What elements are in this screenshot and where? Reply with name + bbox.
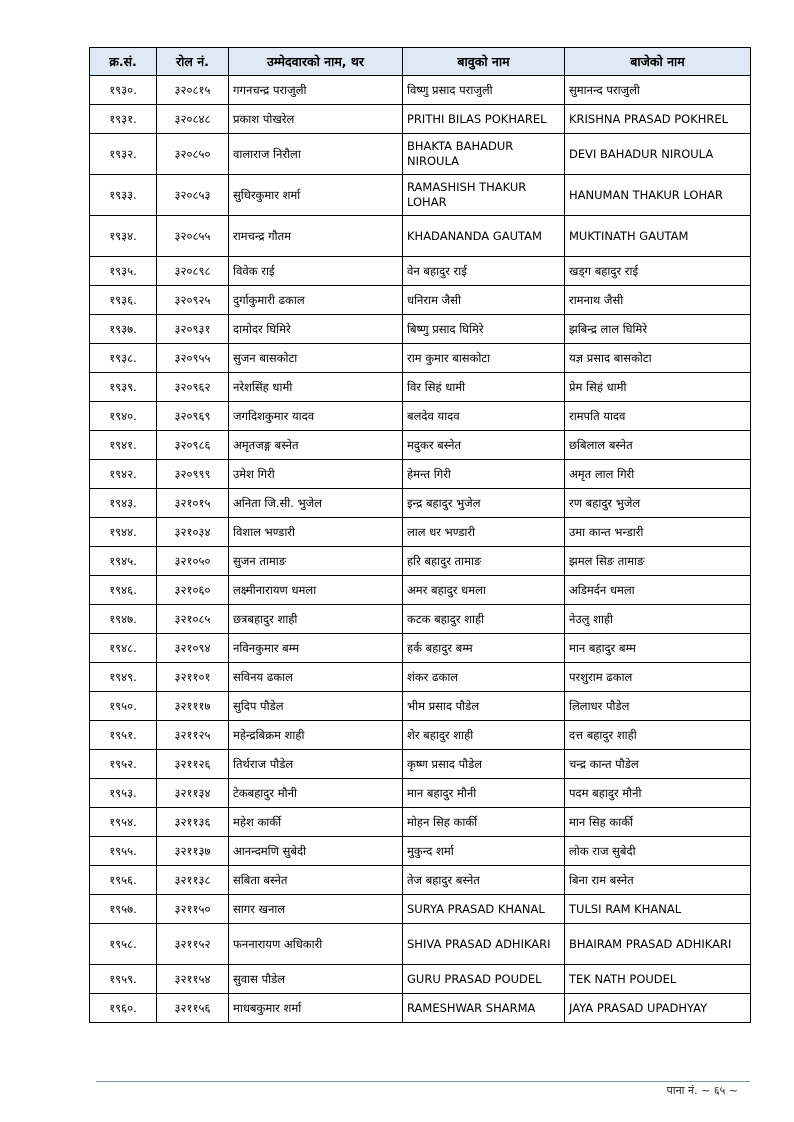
roll-cell: ३२०९६९ xyxy=(157,402,229,431)
roll-cell: ३२११३७ xyxy=(157,837,229,866)
roll-cell: ३२११५६ xyxy=(157,994,229,1023)
serial-cell: १९४८. xyxy=(90,634,157,663)
father-name-cell: अमर बहादुर धमला xyxy=(403,576,565,605)
serial-cell: १९३८. xyxy=(90,344,157,373)
roll-cell: ३२०८४८ xyxy=(157,105,229,134)
grandfather-name-cell: TULSI RAM KHANAL xyxy=(565,895,751,924)
col-header-grandfather: बाजेको नाम xyxy=(565,48,751,76)
roll-cell: ३२११२५ xyxy=(157,721,229,750)
grandfather-name-cell: KRISHNA PRASAD POKHREL xyxy=(565,105,751,134)
roll-cell: ३२११३८ xyxy=(157,866,229,895)
grandfather-name-cell: परशुराम ढकाल xyxy=(565,663,751,692)
table-row xyxy=(90,402,751,431)
roll-cell: ३२१०३४ xyxy=(157,518,229,547)
grandfather-name-cell: रण बहादुर भुजेल xyxy=(565,489,751,518)
serial-cell: १९३५. xyxy=(90,257,157,286)
grandfather-name-cell: चन्द्र कान्त पौडेल xyxy=(565,750,751,779)
candidate-name-cell: महेन्द्रबिक्रम शाही xyxy=(229,721,403,750)
table-row xyxy=(90,866,751,895)
serial-cell: १९५७. xyxy=(90,895,157,924)
grandfather-name-cell: पदम बहादुर मौनी xyxy=(565,779,751,808)
candidate-name-cell: उमेश गिरी xyxy=(229,460,403,489)
roll-cell: ३२१०८५ xyxy=(157,605,229,634)
candidate-name-cell: महेश कार्की xyxy=(229,808,403,837)
candidate-name-cell: जगदिशकुमार यादव xyxy=(229,402,403,431)
roll-cell: ३२११५० xyxy=(157,895,229,924)
father-name-cell: शंकर ढकाल xyxy=(403,663,565,692)
grandfather-name-cell: लिलाधर पौडेल xyxy=(565,692,751,721)
table-row xyxy=(90,721,751,750)
candidate-name-cell: आनन्दमणि सुबेदी xyxy=(229,837,403,866)
table-row xyxy=(90,994,751,1023)
father-name-cell: शेर बहादुर शाही xyxy=(403,721,565,750)
candidate-name-cell: विशाल भण्डारी xyxy=(229,518,403,547)
father-name-cell: मदुकर बस्नेत xyxy=(403,431,565,460)
table-row xyxy=(90,547,751,576)
father-name-cell: बिष्णु प्रसाद घिमिरे xyxy=(403,315,565,344)
roll-cell: ३२११५४ xyxy=(157,965,229,994)
grandfather-name-cell: HANUMAN THAKUR LOHAR xyxy=(565,175,751,216)
candidate-name-cell: सुवास पौडेल xyxy=(229,965,403,994)
candidate-name-cell: रामचन्द्र गौतम xyxy=(229,216,403,257)
candidate-name-cell: गगनचन्द्र पराजुली xyxy=(229,76,403,105)
serial-cell: १९५३. xyxy=(90,779,157,808)
father-name-cell: तेज बहादुर बस्नेत xyxy=(403,866,565,895)
table-body xyxy=(90,76,751,1023)
candidate-name-cell: सुदिप पौडेल xyxy=(229,692,403,721)
grandfather-name-cell: रामनाथ जैसी xyxy=(565,286,751,315)
footer-divider xyxy=(96,1081,750,1082)
serial-cell: १९५१. xyxy=(90,721,157,750)
candidate-name-cell: माधबकुमार शर्मा xyxy=(229,994,403,1023)
serial-cell: १९३२. xyxy=(90,134,157,175)
father-name-cell: RAMASHISH THAKUR LOHAR xyxy=(403,175,565,216)
serial-cell: १९५८. xyxy=(90,924,157,965)
serial-cell: १९३३. xyxy=(90,175,157,216)
serial-cell: १९४४. xyxy=(90,518,157,547)
grandfather-name-cell: सुमानन्द पराजुली xyxy=(565,76,751,105)
candidate-name-cell: प्रकाश पोखरेल xyxy=(229,105,403,134)
roll-cell: ३२११५२ xyxy=(157,924,229,965)
serial-cell: १९४०. xyxy=(90,402,157,431)
candidate-name-cell: तिर्थराज पौडेल xyxy=(229,750,403,779)
table-row xyxy=(90,134,751,175)
grandfather-name-cell: TEK NATH POUDEL xyxy=(565,965,751,994)
grandfather-name-cell: यज्ञ प्रसाद बासकोटा xyxy=(565,344,751,373)
father-name-cell: मोहन सिह कार्की xyxy=(403,808,565,837)
roll-cell: ३२१०६० xyxy=(157,576,229,605)
table-header-row xyxy=(90,48,751,76)
roll-cell: ३२११२६ xyxy=(157,750,229,779)
candidate-name-cell: अमृतजङ्ग बस्नेत xyxy=(229,431,403,460)
table-row xyxy=(90,576,751,605)
table-row xyxy=(90,344,751,373)
serial-cell: १९३४. xyxy=(90,216,157,257)
father-name-cell: राम कुमार बासकोटा xyxy=(403,344,565,373)
father-name-cell: मान बहादुर मौनी xyxy=(403,779,565,808)
candidate-name-cell: दामोदर घिमिरे xyxy=(229,315,403,344)
father-name-cell: हेमन्त गिरी xyxy=(403,460,565,489)
table-row xyxy=(90,634,751,663)
roll-cell: ३२०८५५ xyxy=(157,216,229,257)
serial-cell: १९३७. xyxy=(90,315,157,344)
table-row xyxy=(90,315,751,344)
roll-cell: ३२०८५३ xyxy=(157,175,229,216)
father-name-cell: लाल धर भण्डारी xyxy=(403,518,565,547)
roll-cell: ३२११३६ xyxy=(157,808,229,837)
candidate-name-cell: फननारायण अधिकारी xyxy=(229,924,403,965)
serial-cell: १९५९. xyxy=(90,965,157,994)
father-name-cell: इन्द्र बहादुर भुजेल xyxy=(403,489,565,518)
serial-cell: १९४२. xyxy=(90,460,157,489)
table-row xyxy=(90,489,751,518)
serial-cell: १९५०. xyxy=(90,692,157,721)
father-name-cell: कृष्ण प्रसाद पौडेल xyxy=(403,750,565,779)
table-row xyxy=(90,286,751,315)
table-row xyxy=(90,460,751,489)
table-row xyxy=(90,750,751,779)
table-row xyxy=(90,373,751,402)
candidate-name-cell: नरेशसिंह धामी xyxy=(229,373,403,402)
serial-cell: १९४१. xyxy=(90,431,157,460)
roll-cell: ३२१११७ xyxy=(157,692,229,721)
serial-cell: १९४७. xyxy=(90,605,157,634)
grandfather-name-cell: अमृत लाल गिरी xyxy=(565,460,751,489)
roll-cell: ३२०९३१ xyxy=(157,315,229,344)
serial-cell: १९३१. xyxy=(90,105,157,134)
grandfather-name-cell: खड्ग बहादुर राई xyxy=(565,257,751,286)
roll-cell: ३२११३४ xyxy=(157,779,229,808)
father-name-cell: PRITHI BILAS POKHAREL xyxy=(403,105,565,134)
roll-cell: ३२०९२५ xyxy=(157,286,229,315)
grandfather-name-cell: लोक राज सुबेदी xyxy=(565,837,751,866)
col-header-father: बावुको नाम xyxy=(403,48,565,76)
col-header-roll: रोल नं. xyxy=(157,48,229,76)
roll-cell: ३२१०५० xyxy=(157,547,229,576)
table-row xyxy=(90,895,751,924)
serial-cell: १९४५. xyxy=(90,547,157,576)
serial-cell: १९४९. xyxy=(90,663,157,692)
father-name-cell: SHIVA PRASAD ADHIKARI xyxy=(403,924,565,965)
grandfather-name-cell: मान सिह कार्की xyxy=(565,808,751,837)
serial-cell: १९३०. xyxy=(90,76,157,105)
grandfather-name-cell: उमा कान्त भन्डारी xyxy=(565,518,751,547)
candidate-name-cell: टेकबहादुर मौनी xyxy=(229,779,403,808)
serial-cell: १९३९. xyxy=(90,373,157,402)
grandfather-name-cell: झबिन्द्र लाल घिमिरे xyxy=(565,315,751,344)
table-row xyxy=(90,924,751,965)
father-name-cell: हरि बहादुर तामाङ xyxy=(403,547,565,576)
serial-cell: १९४६. xyxy=(90,576,157,605)
grandfather-name-cell: नेउलु शाही xyxy=(565,605,751,634)
candidate-name-cell: नविनकुमार बम्म xyxy=(229,634,403,663)
roll-cell: ३२०९९९ xyxy=(157,460,229,489)
father-name-cell: RAMESHWAR SHARMA xyxy=(403,994,565,1023)
serial-cell: १९५५. xyxy=(90,837,157,866)
grandfather-name-cell: JAYA PRASAD UPADHYAY xyxy=(565,994,751,1023)
father-name-cell: हर्क बहादुर बम्म xyxy=(403,634,565,663)
roll-cell: ३२१०९४ xyxy=(157,634,229,663)
candidate-table xyxy=(89,47,751,1023)
father-name-cell: विष्णु प्रसाद पराजुली xyxy=(403,76,565,105)
father-name-cell: कटक बहादुर शाही xyxy=(403,605,565,634)
grandfather-name-cell: अडिमर्दन धमला xyxy=(565,576,751,605)
candidate-name-cell: लक्ष्मीनारायण धमला xyxy=(229,576,403,605)
page-number: पाना नं. ~ ६५ ~ xyxy=(666,1084,738,1097)
serial-cell: १९४३. xyxy=(90,489,157,518)
candidate-name-cell: सबिता बस्नेत xyxy=(229,866,403,895)
candidate-name-cell: अनिता जि.सी. भुजेल xyxy=(229,489,403,518)
serial-cell: १९५४. xyxy=(90,808,157,837)
table-row xyxy=(90,692,751,721)
serial-cell: १९५६. xyxy=(90,866,157,895)
table-row xyxy=(90,105,751,134)
table-row xyxy=(90,837,751,866)
table-row xyxy=(90,257,751,286)
candidate-name-cell: सागर खनाल xyxy=(229,895,403,924)
candidate-name-cell: वालाराज निरौला xyxy=(229,134,403,175)
grandfather-name-cell: बिना राम बस्नेत xyxy=(565,866,751,895)
roll-cell: ३२०८१५ xyxy=(157,76,229,105)
father-name-cell: विर सिहं धामी xyxy=(403,373,565,402)
candidate-name-cell: सुधिरकुमार शर्मा xyxy=(229,175,403,216)
table-row xyxy=(90,431,751,460)
candidate-name-cell: दुर्गाकुमारी ढकाल xyxy=(229,286,403,315)
table-row xyxy=(90,76,751,105)
roll-cell: ३२०९८६ xyxy=(157,431,229,460)
candidate-name-cell: छत्रबहादुर शाही xyxy=(229,605,403,634)
grandfather-name-cell: छबिलाल बस्नेत xyxy=(565,431,751,460)
roll-cell: ३२०९५५ xyxy=(157,344,229,373)
table-row xyxy=(90,605,751,634)
candidate-name-cell: सुजन तामाङ xyxy=(229,547,403,576)
table-row xyxy=(90,663,751,692)
father-name-cell: धनिराम जैसी xyxy=(403,286,565,315)
roll-cell: ३२११०१ xyxy=(157,663,229,692)
father-name-cell: BHAKTA BAHADUR NIROULA xyxy=(403,134,565,175)
col-header-serial: क्र.सं. xyxy=(90,48,157,76)
roll-cell: ३२०९६२ xyxy=(157,373,229,402)
table-row xyxy=(90,518,751,547)
col-header-candidate: उम्मेदवारको नाम, थर xyxy=(229,48,403,76)
father-name-cell: मुकुन्द शर्मा xyxy=(403,837,565,866)
grandfather-name-cell: झमल सिङ तामाङ xyxy=(565,547,751,576)
roll-cell: ३२०८९८ xyxy=(157,257,229,286)
grandfather-name-cell: MUKTINATH GAUTAM xyxy=(565,216,751,257)
father-name-cell: भीम प्रसाद पौडेल xyxy=(403,692,565,721)
father-name-cell: बलदेव यादव xyxy=(403,402,565,431)
roll-cell: ३२०८५० xyxy=(157,134,229,175)
candidate-name-cell: विवेक राई xyxy=(229,257,403,286)
table-row xyxy=(90,216,751,257)
grandfather-name-cell: दत्त बहादुर शाही xyxy=(565,721,751,750)
father-name-cell: SURYA PRASAD KHANAL xyxy=(403,895,565,924)
father-name-cell: GURU PRASAD POUDEL xyxy=(403,965,565,994)
serial-cell: १९६०. xyxy=(90,994,157,1023)
grandfather-name-cell: प्रेम सिहं धामी xyxy=(565,373,751,402)
candidate-name-cell: सविनय ढकाल xyxy=(229,663,403,692)
table-row xyxy=(90,175,751,216)
table-row xyxy=(90,965,751,994)
serial-cell: १९३६. xyxy=(90,286,157,315)
roll-cell: ३२१०१५ xyxy=(157,489,229,518)
serial-cell: १९५२. xyxy=(90,750,157,779)
candidate-name-cell: सुजन बासकोटा xyxy=(229,344,403,373)
grandfather-name-cell: मान बहादुर बम्म xyxy=(565,634,751,663)
grandfather-name-cell: रामपति यादव xyxy=(565,402,751,431)
table-row xyxy=(90,808,751,837)
father-name-cell: KHADANANDA GAUTAM xyxy=(403,216,565,257)
father-name-cell: वेन बहादुर राई xyxy=(403,257,565,286)
grandfather-name-cell: BHAIRAM PRASAD ADHIKARI xyxy=(565,924,751,965)
table-row xyxy=(90,779,751,808)
grandfather-name-cell: DEVI BAHADUR NIROULA xyxy=(565,134,751,175)
